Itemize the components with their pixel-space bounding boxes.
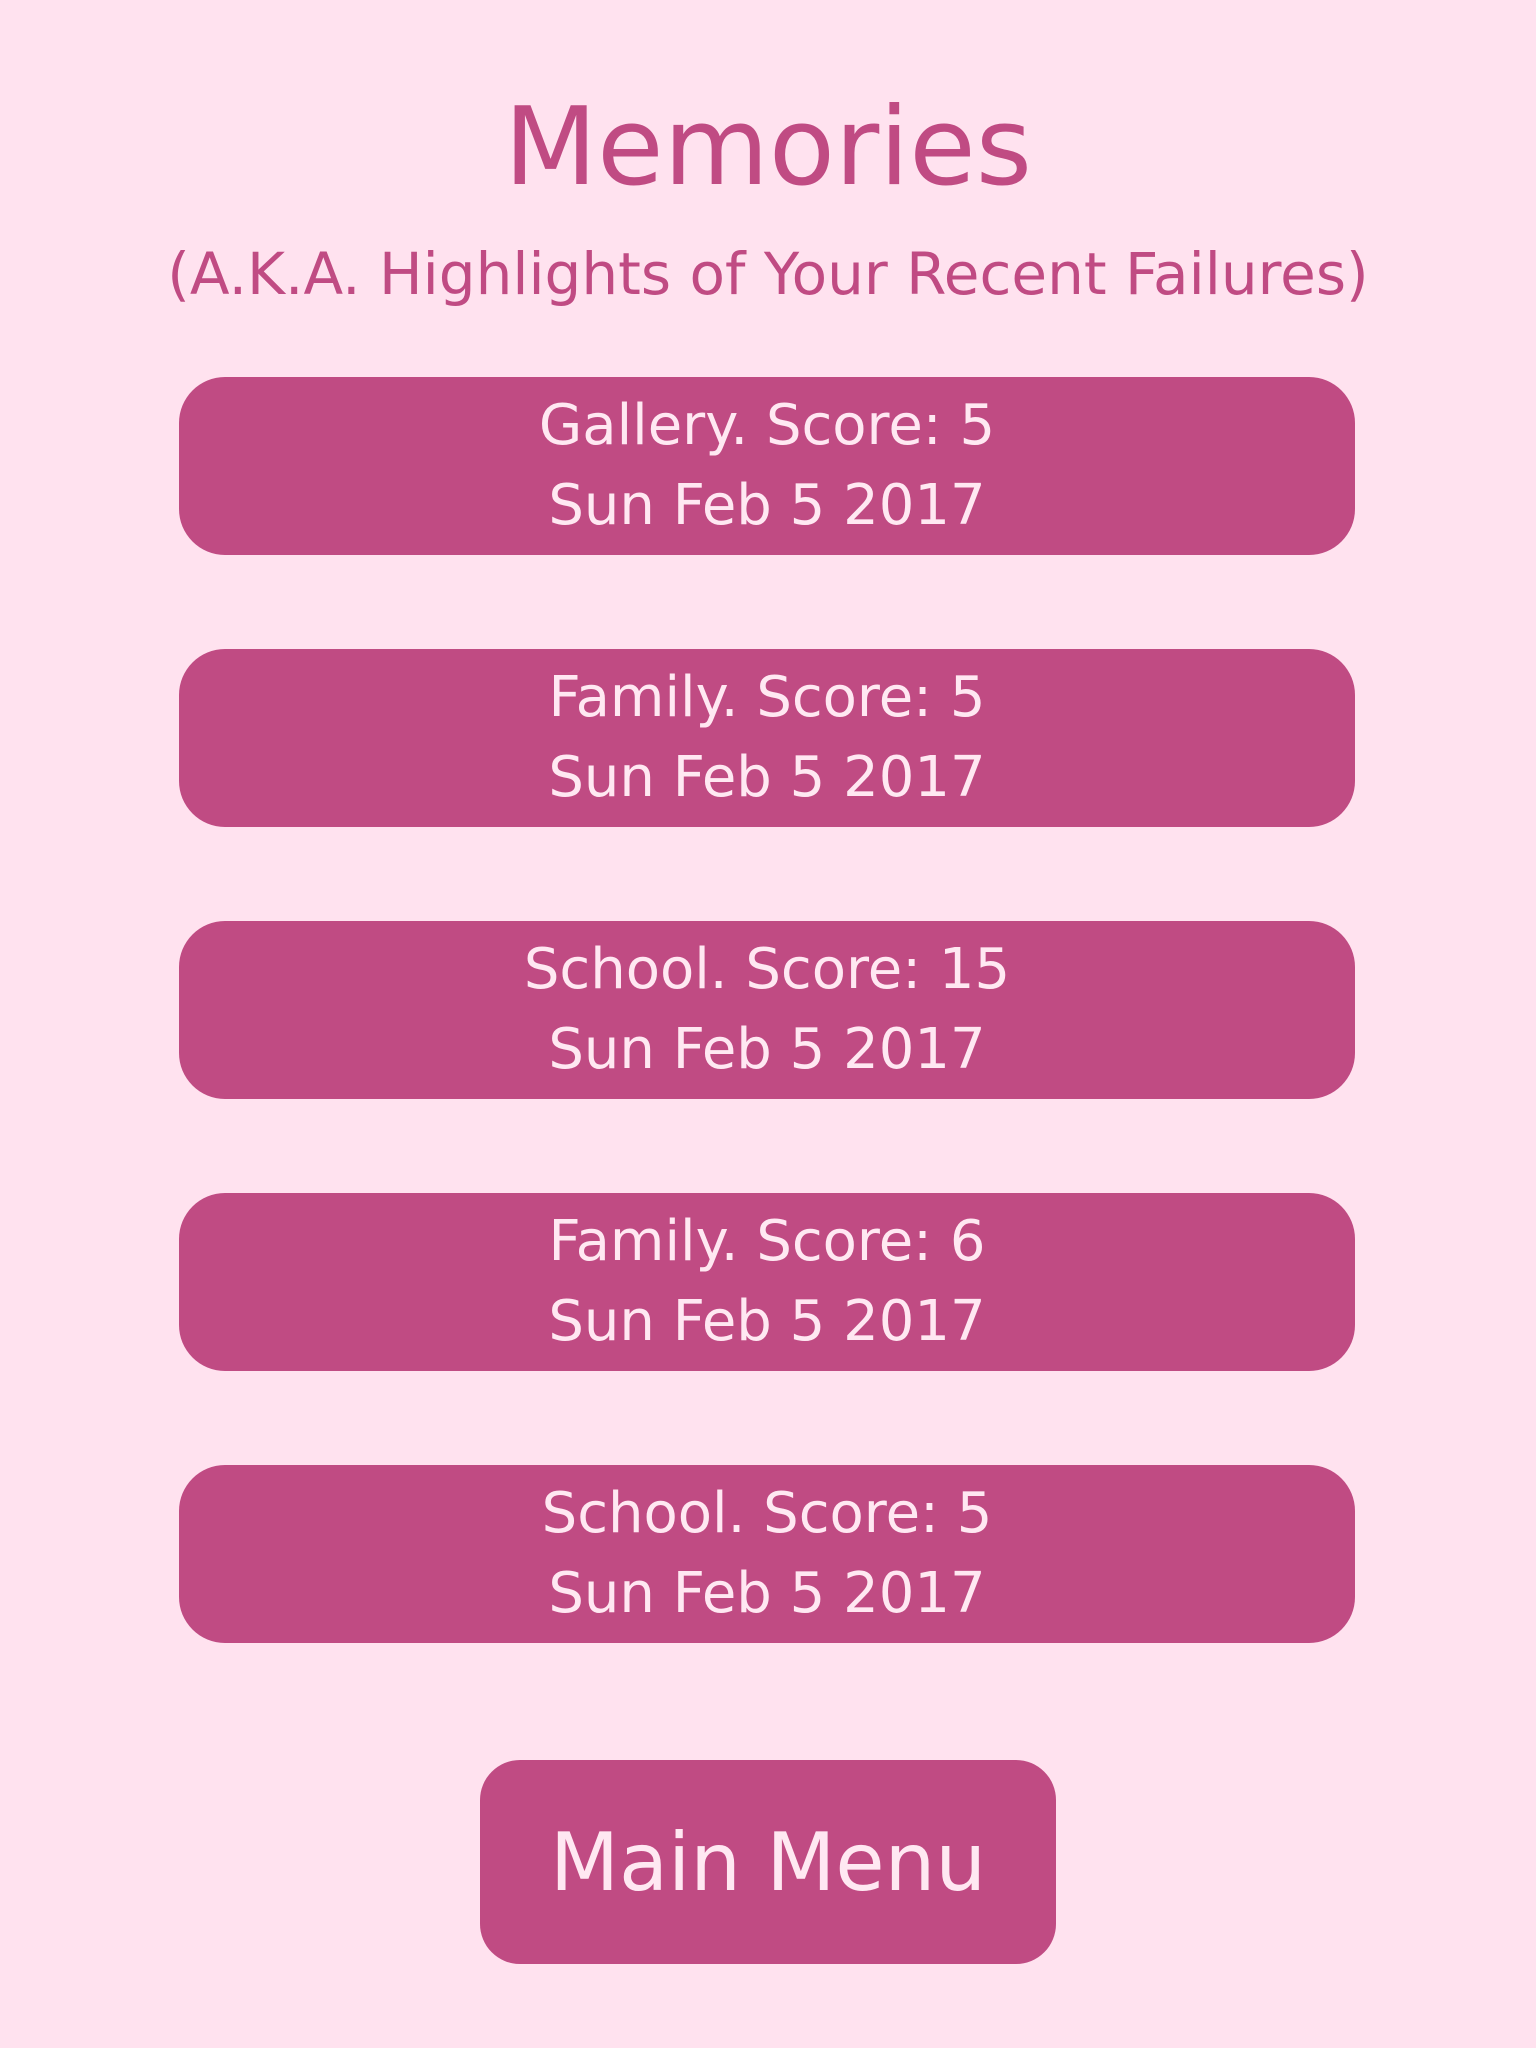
memory-date: Sun Feb 5 2017 [548,1289,986,1354]
memory-item[interactable] [179,1465,1355,1643]
memory-label: School. Score: 5 [541,1481,993,1546]
memory-date: Sun Feb 5 2017 [548,1561,986,1626]
memory-label: School. Score: 15 [523,937,1011,1002]
memory-label: Family. Score: 6 [548,1209,986,1274]
main-menu-button[interactable]: Main Menu [480,1760,1056,1964]
memory-label: Gallery. Score: 5 [538,393,996,458]
memory-label: Family. Score: 5 [548,665,986,730]
page-subtitle: (A.K.A. Highlights of Your Recent Failures) [167,240,1369,308]
memory-list [179,377,1355,1643]
memory-item[interactable] [179,649,1355,827]
memory-item[interactable] [179,377,1355,555]
page-title: Memories [503,85,1033,210]
memory-date: Sun Feb 5 2017 [548,473,986,538]
memory-date: Sun Feb 5 2017 [548,1017,986,1082]
memory-item[interactable] [179,1193,1355,1371]
memory-item[interactable] [179,921,1355,1099]
memory-date: Sun Feb 5 2017 [548,745,986,810]
